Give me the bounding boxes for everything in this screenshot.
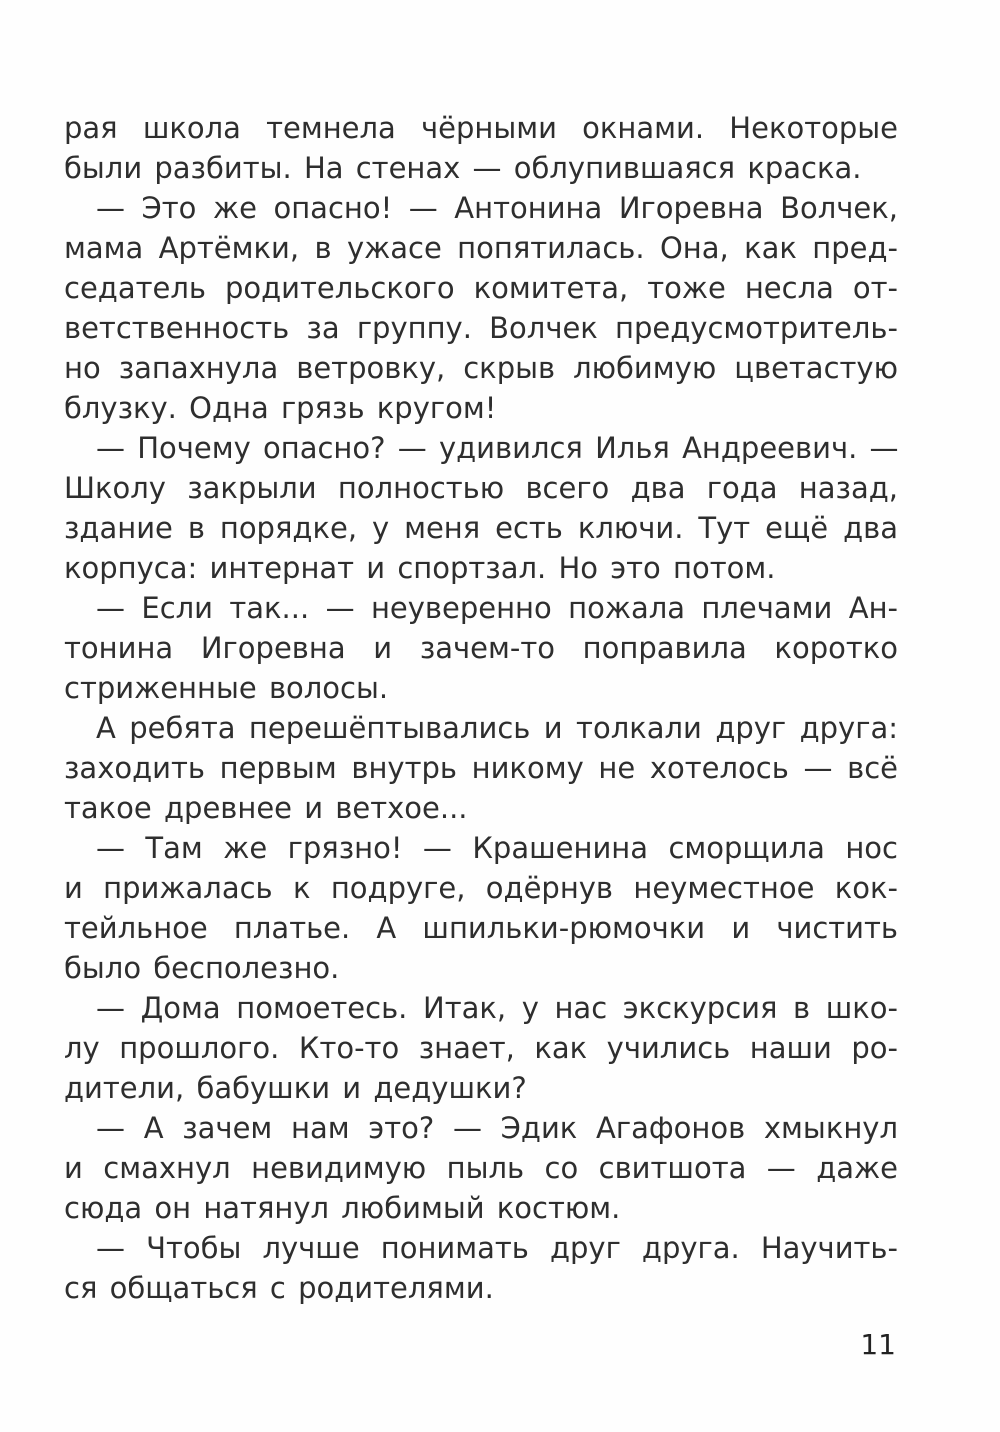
text-line: — А зачем нам это? — Эдик Агафонов хмыкнул bbox=[96, 1111, 898, 1145]
text-line: тейльное платье. А шпильки-рюмочки и чистить bbox=[64, 911, 898, 945]
text-line: и смахнул невидимую пыль со свитшота — даже bbox=[64, 1151, 898, 1185]
text-line: заходить первым внутрь никому не хотелось — всё bbox=[64, 751, 898, 785]
text-line: тонина Игоревна и зачем-то поправила коротко bbox=[64, 631, 898, 665]
text-line: дители, бабушки и дедушки? bbox=[64, 1071, 527, 1105]
text-line: корпуса: интернат и спортзал. Но это потом. bbox=[64, 551, 776, 585]
text-line: седатель родительского комитета, тоже несла от- bbox=[64, 271, 898, 305]
text-line: были разбиты. На стенах — облупившаяся краска. bbox=[64, 151, 862, 185]
text-line: мама Артёмки, в ужасе попятилась. Она, как пред- bbox=[64, 231, 898, 265]
text-line: А ребята перешёптывались и толкали друг друга: bbox=[96, 711, 898, 745]
text-line: но запахнула ветровку, скрыв любимую цветастую bbox=[64, 351, 898, 385]
text-line: — Если так... — неуверенно пожала плечами Ан- bbox=[96, 591, 898, 625]
page-number: 11 bbox=[860, 1328, 896, 1361]
text-line: — Там же грязно! — Крашенина сморщила нос bbox=[96, 831, 898, 865]
text-line: стриженные волосы. bbox=[64, 671, 389, 705]
text-line: такое древнее и ветхое... bbox=[64, 791, 468, 825]
text-line: — Это же опасно! — Антонина Игоревна Волчек, bbox=[96, 191, 898, 225]
text-line: ветственность за группу. Волчек предусмотритель- bbox=[64, 311, 898, 345]
text-line: здание в порядке, у меня есть ключи. Тут ещё два bbox=[64, 511, 898, 545]
text-line: ся общаться с родителями. bbox=[64, 1271, 494, 1305]
body-text bbox=[64, 108, 898, 1308]
text-line: рая школа темнела чёрными окнами. Некоторые bbox=[64, 111, 898, 145]
text-line: блузку. Одна грязь кругом! bbox=[64, 391, 497, 425]
text-line: лу прошлого. Кто-то знает, как учились наши ро- bbox=[64, 1031, 898, 1065]
text-line: сюда он натянул любимый костюм. bbox=[64, 1191, 621, 1225]
text-line: — Чтобы лучше понимать друг друга. Научить- bbox=[96, 1231, 898, 1265]
text-line: Школу закрыли полностью всего два года назад, bbox=[64, 471, 898, 505]
text-line: — Почему опасно? — удивился Илья Андреевич. — bbox=[96, 431, 899, 465]
text-line: было бесполезно. bbox=[64, 951, 340, 985]
text-line: — Дома помоетесь. Итак, у нас экскурсия в шко- bbox=[96, 991, 898, 1025]
text-line: и прижалась к подруге, одёрнув неуместное кок- bbox=[64, 871, 898, 905]
